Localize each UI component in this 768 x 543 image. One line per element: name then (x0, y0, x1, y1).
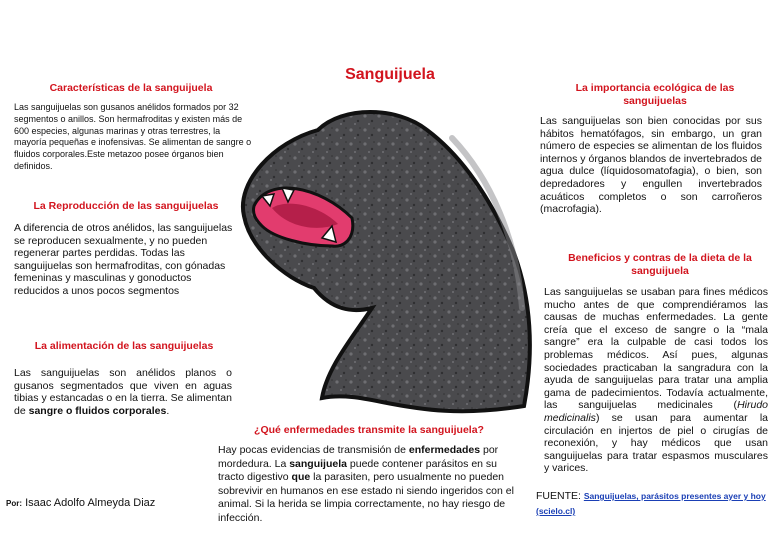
characteristics-heading: Características de la sanguijuela (49, 82, 213, 94)
source-line (536, 489, 768, 519)
leech-body (243, 112, 530, 411)
author-name: Isaac Adolfo Almeyda Diaz (25, 497, 156, 509)
diseases-text: Hay pocas evidencias de transmisión de enfermedades por mordedura. La sanguijuela puede contener parásitos en su tracto digestivo que la parasiten, pero usualmente no pueden sobrevivir en humanos en ese estado ni siendo ingeridos con el animal. Si la herida se limpia correctamente, no hay riesgo de infección. (218, 444, 514, 524)
feeding-heading: La alimentación de las sanguijuelas (34, 340, 214, 352)
diet-heading: Beneficios y contras de la dieta de la sanguijuela (568, 252, 752, 277)
author-label: Por: (6, 499, 22, 508)
ecology-text: Las sanguijuelas son bien conocidas por sus hábitos hematófagos, sin embargo, un gran número de especies se alimentan de los fluidos internos y órganos blandos de invertebrados de agua dulce (líquidosomatofagia), o bien, son depredadores y engullen invertebrados acuáticos completos o son carroñeros (macrofagia). (540, 115, 762, 216)
ecology-heading: La importancia ecológica de las sanguijuelas (575, 82, 735, 107)
reproduction-heading: La Reproducción de las sanguijuelas (33, 200, 219, 212)
source-link[interactable]: Sanguijuelas, parásitos presentes ayer y hoy (scielo.cl) (536, 491, 766, 516)
leech-illustration (222, 98, 542, 422)
source-label: FUENTE: (536, 490, 581, 502)
page-title: Sanguijuela (345, 66, 435, 83)
diseases-heading: ¿Qué enfermedades transmite la sanguijuela? (254, 424, 484, 436)
diet-text: Las sanguijuelas se usaban para fines médicos mucho antes de que comprendiéramos las causas de muchas enfermedades. La gente creía que el exceso de sangre o la “mala sangre” era la culpable de casi todos los problemas médicos. Así pues, algunas sociedades practicaban la sangradura con la ayuda de sanguijuelas para tratar una amplia gama de padecimientos. Todavía actualmente, las sanguijuelas medicinales (Hirudo medicinalis) se usan para aumentar la circulación en injertos de piel o cirugías de reconexión, y hay médicos que usan sanguijuelas para tratar espasmos musculares y varices. (544, 286, 768, 475)
characteristics-text: Las sanguijuelas son gusanos anélidos formados por 32 segmentos o anillos. Son hermafroditas y existen más de 600 especies, algunas marinas y otras terrestres, la mayoría pequeñas e inofensivas. Se alimentan de sangre o fluidos corporales.Este metazoo posee órganos bien definidos. (14, 102, 252, 171)
feeding-text: Las sanguijuelas son anélidos planos o gusanos segmentados que viven en aguas tibias y estancadas o en la tierra. Se alimentan de sangre o fluidos corporales. (14, 367, 232, 417)
author-line (6, 497, 155, 509)
reproduction-text: A diferencia de otros anélidos, las sanguijuelas se reproducen sexualmente, y no pueden regenerar partes perdidas. Todas las sanguijuelas son hermafroditas, con gónadas femeninas y masculinas y gonoductos reducidos a unos pocos segmentos (14, 222, 233, 297)
